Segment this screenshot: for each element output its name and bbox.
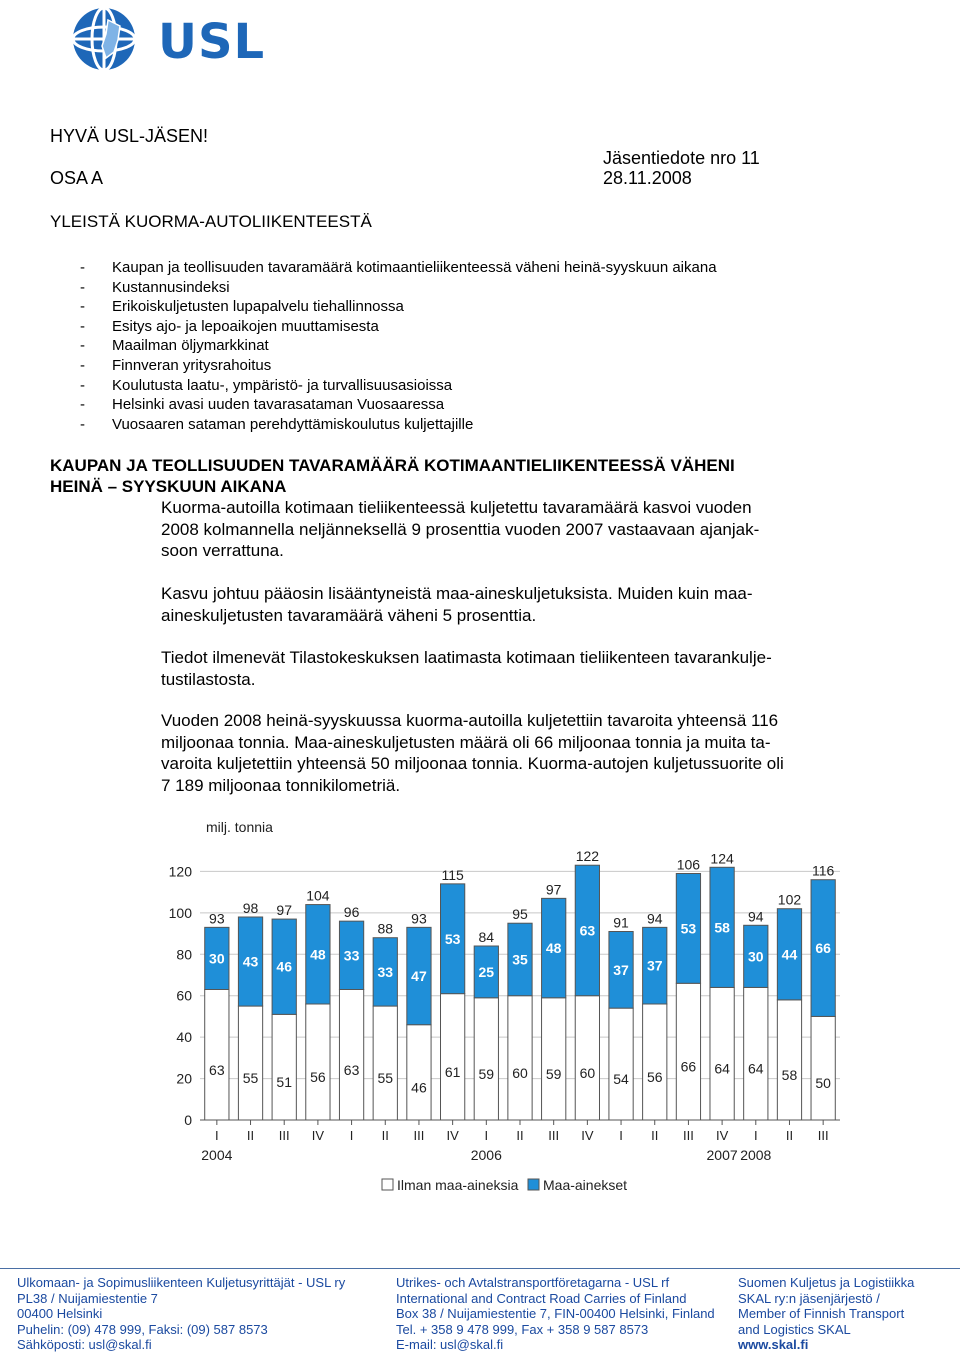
data-label-total: 122	[575, 848, 600, 865]
y-tick-label: 100	[168, 904, 192, 921]
bar-ilman-maa-aineksia	[205, 990, 229, 1121]
data-label-ilman: 56	[646, 1069, 663, 1085]
bar-ilman-maa-aineksia	[575, 996, 599, 1120]
data-label-maa: 25	[478, 963, 495, 980]
bar-ilman-maa-aineksia	[777, 1000, 801, 1120]
quarter-label: III	[413, 1128, 425, 1143]
data-label-maa: 47	[411, 968, 427, 985]
quarter-label: II	[381, 1128, 389, 1143]
y-tick-label: 80	[176, 946, 192, 963]
article-title-line2: HEINÄ – SYYSKUUN AIKANA	[50, 477, 287, 496]
topic-list	[80, 258, 717, 434]
paragraph-3: Tiedot ilmenevät Tilastokeskuksen laatimasta kotimaan tieliikenteen tavarankulje- tustilastosta.	[161, 648, 772, 689]
list-item: - Kaupan ja teollisuuden tavaramäärä kotimaantieliikenteessä väheni heinä-syyskuun aikana	[80, 259, 717, 276]
quarter-label: I	[619, 1128, 623, 1143]
data-label-ilman: 61	[444, 1063, 461, 1080]
y-axis-label: milj. tonnia	[206, 819, 273, 835]
data-label-maa: 48	[310, 946, 326, 963]
bar-ilman-maa-aineksia	[306, 1004, 330, 1120]
data-label-total: 115	[441, 866, 464, 883]
footer-col-usl-ry: Ulkomaan- ja Sopimusliikenteen Kuljetusyrittäjät - USL ry PL38 / Nuijamiestentie 7 00400 Helsinki Puhelin: (09) 478 999, Faksi: (09) 587 8573 Sähköposti: usl@skal.fi	[17, 1275, 346, 1352]
paragraph-1: Kuorma-autoilla kotimaan tieliikenteessä kuljetettu tavaramäärä kasvoi vuoden 2008 kolmannella neljänneksellä 9 prosenttia vuoden 2007 vastaavaan ajanjak- soon verrattuna.	[161, 498, 760, 560]
data-label-ilman: 64	[714, 1060, 730, 1077]
list-item: - Koulutusta laatu-, ympäristö- ja turvallisuusasioissa	[80, 376, 453, 394]
footer-col-skal: Suomen Kuljetus ja Logistiikka SKAL ry:n jäsenjärjestö / Member of Finnish Transport and Logistics SKAL www.skal.fi	[738, 1275, 915, 1352]
data-label-total: 116	[811, 862, 835, 879]
list-item: - Kustannusindeksi	[80, 278, 230, 296]
data-label-maa: 63	[579, 922, 596, 939]
quarter-label: IV	[715, 1128, 729, 1143]
quarter-label: IV	[581, 1128, 594, 1143]
y-tick-label: 40	[176, 1029, 192, 1046]
article-title-line1: KAUPAN JA TEOLLISUUDEN TAVARAMÄÄRÄ KOTIMAANTIELIIKENTEESSÄ VÄHENI	[50, 456, 735, 475]
data-label-ilman: 46	[411, 1079, 427, 1096]
data-label-ilman: 63	[343, 1061, 360, 1078]
paragraph-4: Vuoden 2008 heinä-syyskuussa kuorma-autoilla kuljetettiin tavaroita yhteensä 116 miljoonaa tonnia. Maa-aineskuljetusten määrä oli 66 miljoonaa tonnia ja muita ta- varoita kuljetettiin yhteensä 50 miljoonaa tonnia. Kuorma-autojen kuljetussuorite oli 7 189 miljoonaa tonnikilometriä.	[161, 711, 784, 795]
quarter-label: III	[682, 1128, 694, 1143]
data-label-total: 88	[377, 920, 394, 937]
bulletin-date: 28.11.2008	[603, 168, 692, 188]
data-label-ilman: 64	[748, 1060, 764, 1077]
year-label: 2008	[740, 1147, 772, 1163]
quarter-label: III	[278, 1128, 290, 1143]
logo-text: USL	[158, 14, 266, 70]
quarter-label: IV	[446, 1128, 459, 1143]
data-label-total: 106	[676, 856, 701, 873]
footer	[0, 1268, 960, 1357]
data-label-total: 93	[411, 910, 427, 927]
part-label: OSA A	[50, 168, 104, 188]
data-label-total: 124	[710, 850, 734, 867]
bar-ilman-maa-aineksia	[676, 983, 700, 1120]
data-label-total: 95	[512, 906, 528, 923]
data-label-maa: 33	[377, 963, 394, 980]
data-label-ilman: 55	[242, 1070, 259, 1087]
data-label-maa: 37	[646, 957, 663, 974]
bar-ilman-maa-aineksia	[542, 998, 566, 1120]
list-item: - Vuosaaren sataman perehdyttämiskoulutus kuljettajille	[80, 415, 474, 433]
data-label-total: 93	[209, 910, 225, 927]
data-label-total: 84	[478, 929, 495, 945]
data-label-ilman: 63	[209, 1061, 225, 1078]
bar-ilman-maa-aineksia	[339, 990, 363, 1121]
tonnage-bar-chart	[160, 812, 860, 1212]
legend-swatch-ilman	[382, 1179, 393, 1190]
data-label-maa: 35	[512, 951, 528, 968]
bar-ilman-maa-aineksia	[373, 1006, 397, 1120]
data-label-maa: 53	[680, 920, 697, 937]
data-label-ilman: 58	[781, 1066, 798, 1083]
quarter-label: II	[651, 1128, 659, 1143]
data-label-total: 91	[613, 914, 629, 931]
quarter-label: I	[484, 1128, 489, 1143]
data-label-total: 96	[343, 904, 360, 921]
quarter-label: IV	[311, 1128, 325, 1143]
quarter-label: II	[246, 1128, 255, 1143]
bar-ilman-maa-aineksia	[508, 996, 532, 1120]
bar-ilman-maa-aineksia	[609, 1008, 633, 1120]
data-label-maa: 43	[242, 953, 259, 970]
data-label-maa: 30	[209, 950, 225, 967]
bar-ilman-maa-aineksia	[811, 1016, 835, 1120]
bar-ilman-maa-aineksia	[272, 1014, 296, 1120]
quarter-label: II	[516, 1128, 524, 1143]
quarter-label: II	[785, 1128, 794, 1143]
quarter-label: I	[349, 1128, 354, 1143]
quarter-label: I	[753, 1128, 758, 1143]
data-label-ilman: 66	[680, 1058, 697, 1075]
data-label-ilman: 60	[579, 1064, 596, 1081]
paragraph-2: Kasvu johtuu pääosin lisääntyneistä maa-aineskuljetuksista. Muiden kuin maa- aineskuljetusten tavaramäärä väheni 5 prosenttia.	[161, 584, 753, 625]
year-label: 2006	[470, 1147, 502, 1163]
data-label-maa: 30	[748, 948, 764, 965]
quarter-label: I	[215, 1128, 219, 1143]
year-label: 2007	[706, 1147, 738, 1163]
data-label-maa: 58	[714, 919, 730, 936]
legend-label-ilman: Ilman maa-aineksia	[397, 1177, 519, 1193]
data-label-ilman: 56	[310, 1069, 326, 1085]
data-label-total: 102	[777, 891, 802, 908]
data-label-maa: 46	[276, 958, 292, 975]
data-label-total: 98	[242, 900, 259, 916]
data-label-total: 104	[306, 887, 330, 904]
y-tick-label: 0	[184, 1112, 192, 1128]
list-item: - Helsinki avasi uuden tavarasataman Vuosaaressa	[80, 396, 445, 414]
y-tick-label: 120	[168, 863, 192, 880]
bar-ilman-maa-aineksia	[744, 987, 768, 1120]
data-label-maa: 48	[545, 940, 562, 957]
data-label-total: 94	[748, 908, 764, 925]
list-item: - Maailman öljymarkkinat	[80, 337, 269, 355]
list-item: - Finnveran yritysrahoitus	[80, 356, 272, 374]
section-title: YLEISTÄ KUORMA-AUTOLIIKENTEESTÄ	[50, 212, 372, 231]
data-label-ilman: 55	[377, 1070, 394, 1087]
data-label-ilman: 59	[545, 1065, 562, 1082]
bulletin-number: Jäsentiedote nro 11	[603, 148, 760, 168]
data-label-total: 94	[646, 910, 663, 927]
list-item: - Esitys ajo- ja lepoaikojen muuttamisesta	[80, 317, 379, 335]
data-label-maa: 37	[613, 961, 629, 978]
data-label-total: 97	[545, 881, 562, 898]
year-label: 2004	[201, 1147, 233, 1163]
y-tick-label: 60	[176, 987, 192, 1004]
bar-ilman-maa-aineksia	[407, 1025, 431, 1120]
list-item: - Erikoiskuljetusten lupapalvelu tiehallinnossa	[80, 298, 404, 316]
data-label-ilman: 59	[478, 1065, 495, 1082]
data-label-ilman: 51	[276, 1074, 292, 1091]
bar-ilman-maa-aineksia	[710, 987, 734, 1120]
data-label-ilman: 50	[815, 1075, 831, 1092]
legend-swatch-maa	[528, 1179, 539, 1190]
data-label-ilman: 60	[512, 1064, 528, 1081]
data-label-maa: 53	[444, 930, 461, 947]
data-label-maa: 44	[781, 946, 798, 963]
footer-col-usl-rf: Utrikes- och Avtalstransportföretagarna - USL rf International and Contract Road Carries of Finland Box 38 / Nuijamiestentie 7, FIN-00400 Helsinki, Finland Tel. + 358 9 478 999, Fax + 358 9 587 8573 E-mail: usl@skal.fi	[396, 1275, 715, 1352]
data-label-maa: 33	[343, 947, 360, 964]
greeting: HYVÄ USL-JÄSEN!	[50, 126, 209, 146]
bar-ilman-maa-aineksia	[643, 1004, 667, 1120]
y-tick-label: 20	[176, 1070, 192, 1087]
quarter-label: III	[817, 1128, 829, 1143]
bar-ilman-maa-aineksia	[238, 1006, 262, 1120]
quarter-label: III	[548, 1128, 560, 1143]
legend-label-maa: Maa-ainekset	[543, 1177, 628, 1193]
data-label-ilman: 54	[613, 1071, 629, 1088]
bar-ilman-maa-aineksia	[441, 994, 465, 1120]
bar-ilman-maa-aineksia	[474, 998, 498, 1120]
data-label-total: 97	[276, 902, 292, 919]
data-label-maa: 66	[815, 940, 831, 957]
